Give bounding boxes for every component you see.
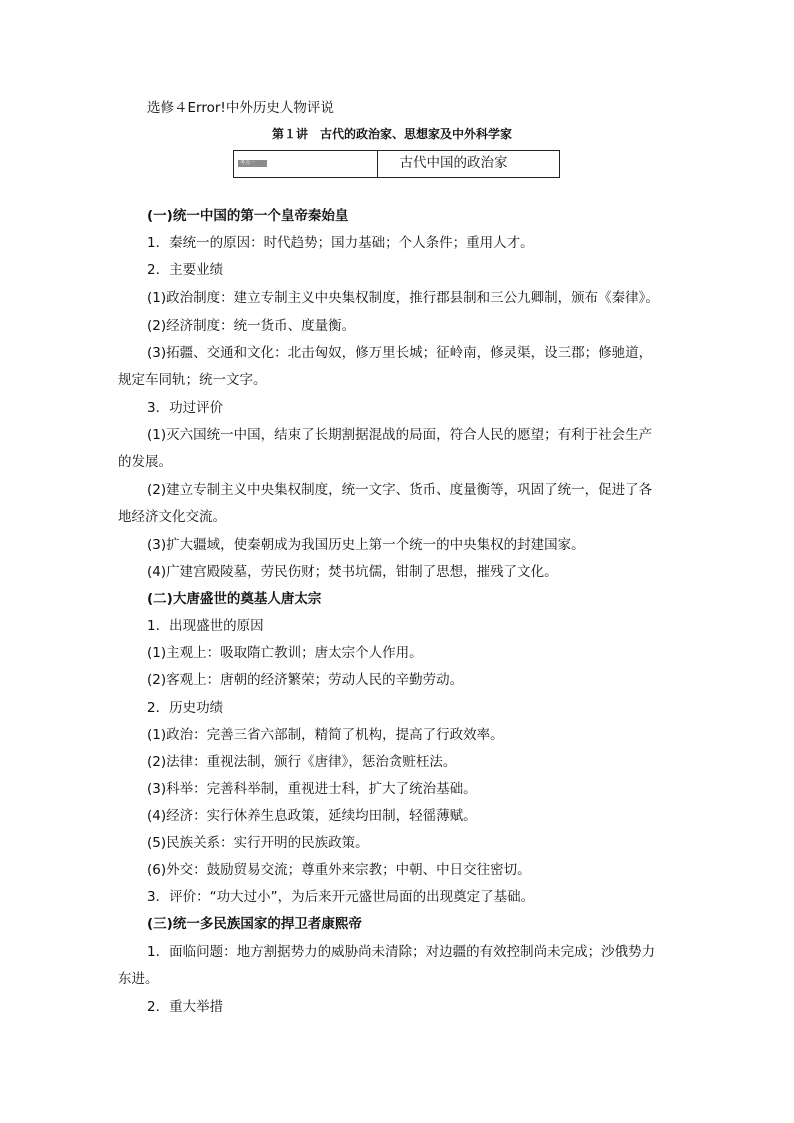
paragraph-continued: 地经济文化交流。 bbox=[118, 509, 226, 525]
paragraph: (1)政治：完善三省六部制，精简了机构，提高了行政效率。 bbox=[147, 727, 504, 743]
section-heading: (一)统一中国的第一个皇帝秦始皇 bbox=[147, 208, 349, 224]
paragraph: (4)广建宫殿陵墓，劳民伤财；焚书坑儒，钳制了思想，摧残了文化。 bbox=[147, 564, 558, 580]
lecture-subtitle: 第１讲 古代的政治家、思想家及中外科学家 bbox=[272, 127, 513, 141]
paragraph: 3．功过评价 bbox=[147, 400, 224, 416]
paragraph: 3．评价：“功大过小”，为后来开元盛世局面的出现奠定了基础。 bbox=[147, 889, 535, 905]
paragraph: (1)政治制度：建立专制主义中央集权制度，推行郡县制和三公九卿制，颁布《秦律》。 bbox=[147, 290, 659, 306]
topic-tag: 考点一 bbox=[238, 160, 267, 167]
paragraph: (2)法律：重视法制，颁行《唐律》，惩治贪赃枉法。 bbox=[147, 754, 457, 770]
paragraph: 2．历史功绩 bbox=[147, 700, 224, 716]
paragraph-continued: 规定车同轨；统一文字。 bbox=[118, 372, 267, 388]
topic-title: 古代中国的政治家 bbox=[399, 155, 508, 171]
chapter-title: 选修４Error!中外历史人物评说 bbox=[147, 100, 334, 116]
paragraph: (4)经济：实行休养生息政策，延续均田制，轻徭薄赋。 bbox=[147, 808, 477, 824]
paragraph: (5)民族关系：实行开明的民族政策。 bbox=[147, 835, 369, 851]
paragraph: 2．主要业绩 bbox=[147, 262, 224, 278]
paragraph: 1．出现盛世的原因 bbox=[147, 618, 264, 634]
topic-tag-cell bbox=[234, 151, 378, 177]
paragraph-continued: 东进。 bbox=[118, 971, 159, 987]
paragraph: (3)科举：完善科举制，重视进士科，扩大了统治基础。 bbox=[147, 781, 477, 797]
paragraph-continued: 的发展。 bbox=[118, 454, 172, 470]
paragraph: 2．重大举措 bbox=[147, 999, 224, 1015]
paragraph: (2)客观上：唐朝的经济繁荣；劳动人民的辛勤劳动。 bbox=[147, 672, 464, 688]
paragraph: (6)外交：鼓励贸易交流；尊重外来宗教；中朝、中日交往密切。 bbox=[147, 862, 531, 878]
paragraph: (2)经济制度：统一货币、度量衡。 bbox=[147, 318, 356, 334]
paragraph: (1)主观上：吸取隋亡教训；唐太宗个人作用。 bbox=[147, 645, 423, 661]
paragraph: (1)灭六国统一中国，结束了长期割据混战的局面，符合人民的愿望；有利于社会生产 bbox=[147, 427, 653, 443]
paragraph: (3)拓疆、交通和文化：北击匈奴，修万里长城；征岭南，修灵渠，设三郡；修驰道， bbox=[147, 345, 653, 361]
paragraph: (2)建立专制主义中央集权制度，统一文字、货币、度量衡等，巩固了统一，促进了各 bbox=[147, 482, 653, 498]
paragraph: (3)扩大疆域，使秦朝成为我国历史上第一个统一的中央集权的封建国家。 bbox=[147, 537, 585, 553]
topic-box bbox=[233, 150, 560, 178]
paragraph: 1．秦统一的原因：时代趋势；国力基础；个人条件；重用人才。 bbox=[147, 235, 534, 251]
section-heading: (二)大唐盛世的奠基人唐太宗 bbox=[147, 591, 322, 607]
paragraph: 1．面临问题：地方割据势力的威胁尚未清除；对边疆的有效控制尚未完成；沙俄势力 bbox=[147, 944, 656, 960]
section-heading: (三)统一多民族国家的捍卫者康熙帝 bbox=[147, 916, 362, 932]
